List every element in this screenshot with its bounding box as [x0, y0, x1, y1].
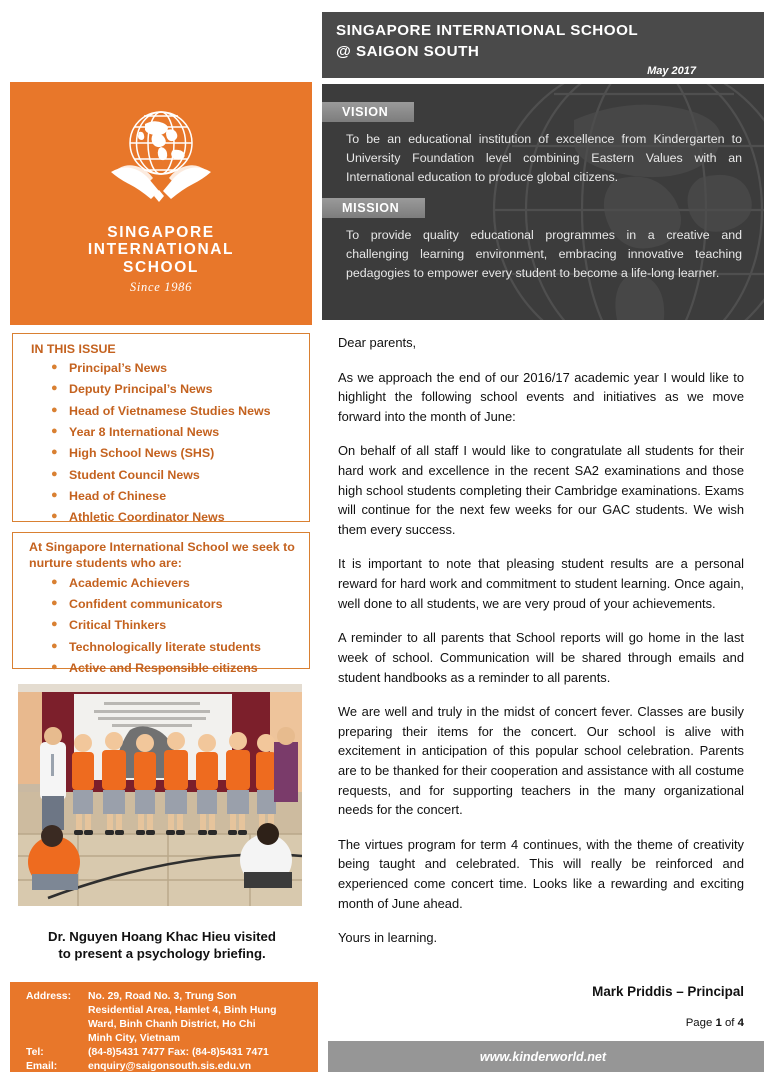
- list-item-label: Head of Vietnamese Studies News: [69, 403, 271, 418]
- email-value[interactable]: enquiry@saigonsouth.sis.edu.vn: [88, 1060, 252, 1072]
- letter-closing: Yours in learning.: [338, 930, 438, 946]
- letter-paragraph: It is important to note that pleasing student results are a personal reward for hard work and commitment to student learning. Once again, well done to all students, we are very proud of your achievements.: [338, 556, 744, 611]
- event-photo-image: [18, 684, 302, 906]
- list-item-label: Academic Achievers: [69, 575, 190, 590]
- bullet-icon: ●: [51, 597, 58, 610]
- bullet-icon: ●: [51, 488, 58, 501]
- list-item-label: Active and Responsible citizens: [69, 661, 258, 676]
- page-current: 1: [715, 1017, 722, 1029]
- list-item-label: Year 8 International News: [69, 424, 220, 439]
- mission-tag: MISSION: [322, 198, 425, 218]
- in-this-issue-list: [13, 358, 309, 529]
- list-item[interactable]: [51, 401, 309, 422]
- tel-value: (84-8)5431 7477 Fax: (84-8)5431 7471: [88, 1046, 269, 1058]
- nurture-list: [13, 573, 309, 680]
- list-item-label: Deputy Principal’s News: [69, 382, 213, 397]
- list-item-label: Head of Chinese: [69, 488, 167, 503]
- principal-letter: [338, 333, 744, 963]
- bullet-icon: ●: [51, 575, 58, 588]
- bullet-icon: ●: [51, 618, 58, 631]
- footer-bar: [328, 1041, 764, 1072]
- logo-word-singapore: SINGAPORE: [107, 224, 215, 241]
- globe-watermark-icon: [484, 84, 764, 320]
- address-line-1: No. 29, Road No. 3, Trung Son: [88, 991, 237, 1002]
- bullet-icon: ●: [51, 424, 58, 437]
- contact-details-block: [10, 982, 318, 1072]
- page-prefix: Page: [685, 1017, 716, 1029]
- list-item-label: Principal’s News: [69, 361, 168, 375]
- vision-tag: VISION: [322, 102, 414, 122]
- list-item-label: Confident communicators: [69, 597, 223, 612]
- address-value: [88, 990, 312, 1046]
- list-item-label: Critical Thinkers: [69, 618, 167, 633]
- letter-paragraph: A reminder to all parents that School reports will go home in the last week of school. Communication will be shared through emails and student handbooks as a reminder to all parents.: [338, 630, 744, 685]
- letter-paragraph: The virtues program for term 4 continues, with the theme of creativity being taught and celebrated. This will really be reinforced and experienced come concert time. Looks like a rewarding and exciting month of June ahead.: [338, 836, 744, 911]
- list-item[interactable]: [51, 507, 309, 528]
- photo-caption: [12, 928, 312, 963]
- website-link[interactable]: www.kinderworld.net: [479, 1049, 607, 1064]
- in-this-issue-title: IN THIS ISSUE: [31, 342, 116, 356]
- bullet-icon: ●: [51, 467, 58, 480]
- address-line-4: Minh City, Vietnam: [88, 1032, 180, 1044]
- header-title-line1: SINGAPORE INTERNATIONAL SCHOOL: [336, 22, 639, 39]
- list-item-label: Technologically literate students: [69, 639, 261, 654]
- newsletter-header: [322, 12, 764, 78]
- list-item[interactable]: [51, 573, 309, 594]
- logo-word-international: INTERNATIONAL: [87, 241, 235, 259]
- letter-paragraph: On behalf of all staff I would like to congratulate all students for their hard work and excellence in the recent SA2 examinations and those high school students completing their Cambridge examinations. Exams will continue for the next few weeks for our GAC students. We wish them every success.: [338, 443, 744, 537]
- address-line-2: Residential Area, Hamlet 4, Binh Hung: [88, 1004, 277, 1016]
- vision-mission-panel: [322, 84, 764, 320]
- email-row: [26, 1060, 312, 1074]
- address-line-3: Ward, Binh Chanh District, Ho Chi: [88, 1018, 256, 1030]
- bullet-icon: ●: [51, 403, 58, 416]
- address-label: Address:: [26, 991, 72, 1002]
- list-item-label: Student Council News: [69, 467, 200, 482]
- list-item-label: High School News (SHS): [69, 446, 215, 461]
- tel-label: Tel:: [26, 1046, 44, 1058]
- logo-word-school: SCHOOL: [123, 258, 199, 276]
- globe-in-hands-logo-icon: [101, 100, 221, 220]
- bullet-icon: ●: [51, 510, 58, 523]
- address-row: [26, 990, 312, 1046]
- bullet-icon: ●: [51, 446, 58, 459]
- photo-caption-line1: Dr. Nguyen Hoang Khac Hieu visited: [48, 929, 276, 944]
- bullet-icon: ●: [51, 639, 58, 652]
- event-photo: [18, 684, 302, 906]
- in-this-issue-box: [12, 333, 310, 525]
- letter-salutation: Dear parents,: [338, 335, 417, 350]
- list-item[interactable]: [51, 443, 309, 464]
- list-item[interactable]: [51, 422, 309, 443]
- list-item[interactable]: [51, 486, 309, 507]
- list-item[interactable]: [51, 615, 309, 636]
- bullet-icon: ●: [51, 382, 58, 395]
- header-title-line2: @ SAIGON SOUTH: [336, 42, 480, 60]
- bullet-icon: ●: [51, 661, 58, 674]
- list-item[interactable]: [51, 465, 309, 486]
- tel-row: [26, 1046, 312, 1060]
- page-number: [686, 1017, 744, 1029]
- photo-caption-line2: to present a psychology briefing.: [58, 946, 266, 962]
- list-item-label: Athletic Coordinator News: [69, 510, 225, 525]
- list-item[interactable]: [51, 658, 309, 679]
- nurture-title: At Singapore International School we seek to nurture students who are:: [29, 540, 295, 570]
- page-total: 4: [737, 1017, 744, 1029]
- letter-paragraph: We are well and truly in the midst of concert fever. Classes are busily preparing their items for the concert. Our school is alive with excitement in anticipation of this popular school celebration. Parents are to be thanked for their cooperation and assistance with all costume requests, and for supporting teachers in the many organizational needs for the concert.: [338, 704, 744, 818]
- header-issue-date: May 2017: [647, 65, 696, 78]
- email-label: Email:: [26, 1060, 58, 1072]
- logo-since-text: Since 1986: [129, 280, 193, 295]
- page-mid: of: [721, 1017, 738, 1029]
- list-item[interactable]: [51, 594, 309, 615]
- logo-wordmark: [88, 224, 234, 294]
- school-logo-block: [10, 82, 312, 325]
- mission-text: To provide quality educational programmes in a creative and challenging learning environment, embracing innovative teaching pedagogies to empower every student to become a life-long learner.: [346, 227, 742, 281]
- principal-signature: Mark Priddis – Principal: [592, 984, 744, 999]
- vision-text: To be an educational institution of excellence from Kindergarten to University Foundation level combining Eastern Values with an International education to produce global citizens.: [346, 132, 742, 185]
- bullet-icon: ●: [51, 361, 58, 373]
- nurture-students-box: [12, 532, 310, 676]
- list-item[interactable]: [51, 358, 309, 379]
- list-item[interactable]: [51, 379, 309, 400]
- letter-paragraph: As we approach the end of our 2016/17 academic year I would like to highlight the following school events and initiatives as we move forward into the month of June:: [338, 369, 744, 424]
- list-item[interactable]: [51, 637, 309, 658]
